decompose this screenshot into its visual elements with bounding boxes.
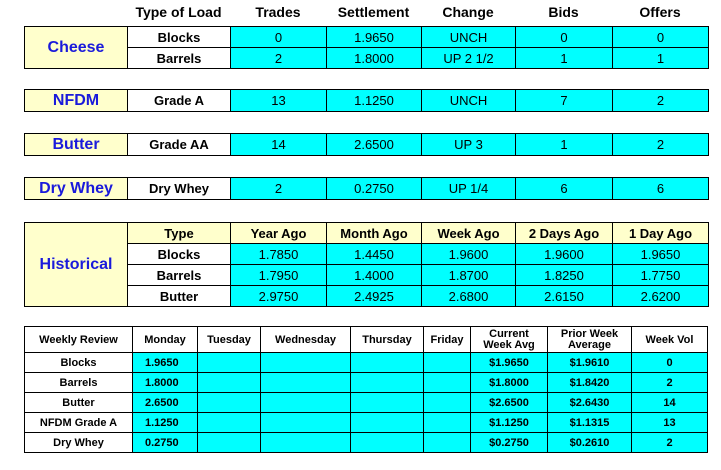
header-change: Change xyxy=(442,4,494,20)
weekly-col-friday: Friday xyxy=(424,327,471,353)
weekly-wednesday-cell xyxy=(261,433,351,453)
weekly-row-name: Blocks xyxy=(25,353,133,373)
cheese-table xyxy=(24,26,709,69)
historical-type: Barrels xyxy=(128,265,231,286)
weekly-tuesday-cell xyxy=(198,413,261,433)
weekly-thursday-cell xyxy=(351,373,424,393)
weekly-prior-cell: $0.2610 xyxy=(548,433,632,453)
weekly-review-table xyxy=(24,326,708,453)
weekly-tuesday-cell xyxy=(198,393,261,413)
weekly-vol-cell: 2 xyxy=(632,433,708,453)
weekly-friday-cell xyxy=(424,393,471,413)
header-type-of-load: Type of Load xyxy=(135,4,222,20)
historical-col-header: 2 Days Ago xyxy=(516,223,613,244)
historical-value: 2.6800 xyxy=(422,286,516,307)
historical-value: 2.6150 xyxy=(516,286,613,307)
weekly-row-name: Dry Whey xyxy=(25,433,133,453)
weekly-prior-cell: $1.8420 xyxy=(548,373,632,393)
historical-label: Historical xyxy=(25,223,128,307)
historical-col-header: Type xyxy=(128,223,231,244)
weekly-current-cell: $1.1250 xyxy=(471,413,548,433)
historical-value: 1.8250 xyxy=(516,265,613,286)
historical-value: 1.9650 xyxy=(613,244,709,265)
weekly-col-prior-week-average xyxy=(548,327,632,353)
historical-value: 1.7950 xyxy=(231,265,327,286)
load-type: Grade AA xyxy=(128,134,231,156)
weekly-vol-cell: 13 xyxy=(632,413,708,433)
cheese-label: Cheese xyxy=(25,27,128,69)
historical-value: 1.4000 xyxy=(327,265,422,286)
header-trades: Trades xyxy=(255,4,301,20)
settlement-cell: 1.9650 xyxy=(327,27,422,48)
historical-col-header: Month Ago xyxy=(327,223,422,244)
butter-label: Butter xyxy=(25,134,128,156)
historical-value: 2.6200 xyxy=(613,286,709,307)
settlement-cell: 0.2750 xyxy=(327,178,422,200)
historical-value: 1.4450 xyxy=(327,244,422,265)
weekly-row-name: NFDM Grade A xyxy=(25,413,133,433)
weekly-monday-cell: 2.6500 xyxy=(133,393,198,413)
load-type: Blocks xyxy=(128,27,231,48)
bids-cell: 1 xyxy=(516,48,613,69)
historical-col-header: Week Ago xyxy=(422,223,516,244)
offers-cell: 6 xyxy=(613,178,709,200)
weekly-friday-cell xyxy=(424,353,471,373)
weekly-col-thursday: Thursday xyxy=(351,327,424,353)
nfdm-table xyxy=(24,89,709,112)
weekly-current-cell: $0.2750 xyxy=(471,433,548,453)
weekly-col-monday: Monday xyxy=(133,327,198,353)
current-week-avg-line2: Week Avg xyxy=(483,338,535,351)
weekly-vol-cell: 2 xyxy=(632,373,708,393)
weekly-current-cell: $1.9650 xyxy=(471,353,548,373)
change-cell: UNCH xyxy=(422,90,516,112)
historical-type: Butter xyxy=(128,286,231,307)
weekly-col-wednesday: Wednesday xyxy=(261,327,351,353)
current-week-avg-line1: Current xyxy=(489,327,529,340)
weekly-friday-cell xyxy=(424,413,471,433)
weekly-prior-cell: $1.9610 xyxy=(548,353,632,373)
weekly-current-cell: $2.6500 xyxy=(471,393,548,413)
bids-cell: 0 xyxy=(516,27,613,48)
weekly-thursday-cell xyxy=(351,353,424,373)
prior-week-average-line1: Prior Week xyxy=(560,327,619,340)
historical-type: Blocks xyxy=(128,244,231,265)
weekly-current-cell: $1.8000 xyxy=(471,373,548,393)
weekly-friday-cell xyxy=(424,373,471,393)
weekly-wednesday-cell xyxy=(261,413,351,433)
trades-cell: 2 xyxy=(231,178,327,200)
weekly-tuesday-cell xyxy=(198,433,261,453)
weekly-review-header: Weekly Review xyxy=(25,327,133,353)
weekly-thursday-cell xyxy=(351,433,424,453)
trades-cell: 2 xyxy=(231,48,327,69)
settlement-cell: 1.1250 xyxy=(327,90,422,112)
weekly-prior-cell: $1.1315 xyxy=(548,413,632,433)
weekly-prior-cell: $2.6430 xyxy=(548,393,632,413)
nfdm-label: NFDM xyxy=(25,90,128,112)
weekly-monday-cell: 1.1250 xyxy=(133,413,198,433)
trades-cell: 0 xyxy=(231,27,327,48)
trades-cell: 14 xyxy=(231,134,327,156)
historical-col-header: 1 Day Ago xyxy=(613,223,709,244)
bids-cell: 7 xyxy=(516,90,613,112)
weekly-wednesday-cell xyxy=(261,373,351,393)
header-settlement: Settlement xyxy=(337,4,410,20)
offers-cell: 1 xyxy=(613,48,709,69)
weekly-monday-cell: 1.8000 xyxy=(133,373,198,393)
weekly-tuesday-cell xyxy=(198,373,261,393)
load-type: Dry Whey xyxy=(128,178,231,200)
historical-col-header: Year Ago xyxy=(231,223,327,244)
header-bids: Bids xyxy=(548,4,579,20)
historical-value: 2.4925 xyxy=(327,286,422,307)
weekly-col-current-week-avg xyxy=(471,327,548,353)
weekly-thursday-cell xyxy=(351,413,424,433)
bids-cell: 1 xyxy=(516,134,613,156)
header-offers: Offers xyxy=(639,4,681,20)
weekly-thursday-cell xyxy=(351,393,424,413)
change-cell: UP 3 xyxy=(422,134,516,156)
offers-cell: 2 xyxy=(613,90,709,112)
historical-value: 1.9600 xyxy=(422,244,516,265)
historical-table xyxy=(24,222,709,307)
load-type: Barrels xyxy=(128,48,231,69)
dry-whey-table xyxy=(24,177,709,200)
weekly-col-week-vol: Week Vol xyxy=(632,327,708,353)
weekly-row-name: Barrels xyxy=(25,373,133,393)
weekly-friday-cell xyxy=(424,433,471,453)
weekly-vol-cell: 14 xyxy=(632,393,708,413)
load-type: Grade A xyxy=(128,90,231,112)
weekly-row-name: Butter xyxy=(25,393,133,413)
prior-week-average-line2: Average xyxy=(567,338,611,351)
change-cell: UP 1/4 xyxy=(422,178,516,200)
dry-whey-label: Dry Whey xyxy=(25,178,128,200)
weekly-vol-cell: 0 xyxy=(632,353,708,373)
bids-cell: 6 xyxy=(516,178,613,200)
weekly-wednesday-cell xyxy=(261,353,351,373)
historical-value: 1.9600 xyxy=(516,244,613,265)
historical-value: 1.8700 xyxy=(422,265,516,286)
historical-value: 1.7750 xyxy=(613,265,709,286)
weekly-monday-cell: 0.2750 xyxy=(133,433,198,453)
offers-cell: 2 xyxy=(613,134,709,156)
change-cell: UNCH xyxy=(422,27,516,48)
weekly-col-tuesday: Tuesday xyxy=(198,327,261,353)
settlement-cell: 2.6500 xyxy=(327,134,422,156)
weekly-monday-cell: 1.9650 xyxy=(133,353,198,373)
trades-cell: 13 xyxy=(231,90,327,112)
historical-value: 2.9750 xyxy=(231,286,327,307)
weekly-tuesday-cell xyxy=(198,353,261,373)
butter-table xyxy=(24,133,709,156)
weekly-wednesday-cell xyxy=(261,393,351,413)
change-cell: UP 2 1/2 xyxy=(422,48,516,69)
offers-cell: 0 xyxy=(613,27,709,48)
settlement-cell: 1.8000 xyxy=(327,48,422,69)
historical-value: 1.7850 xyxy=(231,244,327,265)
